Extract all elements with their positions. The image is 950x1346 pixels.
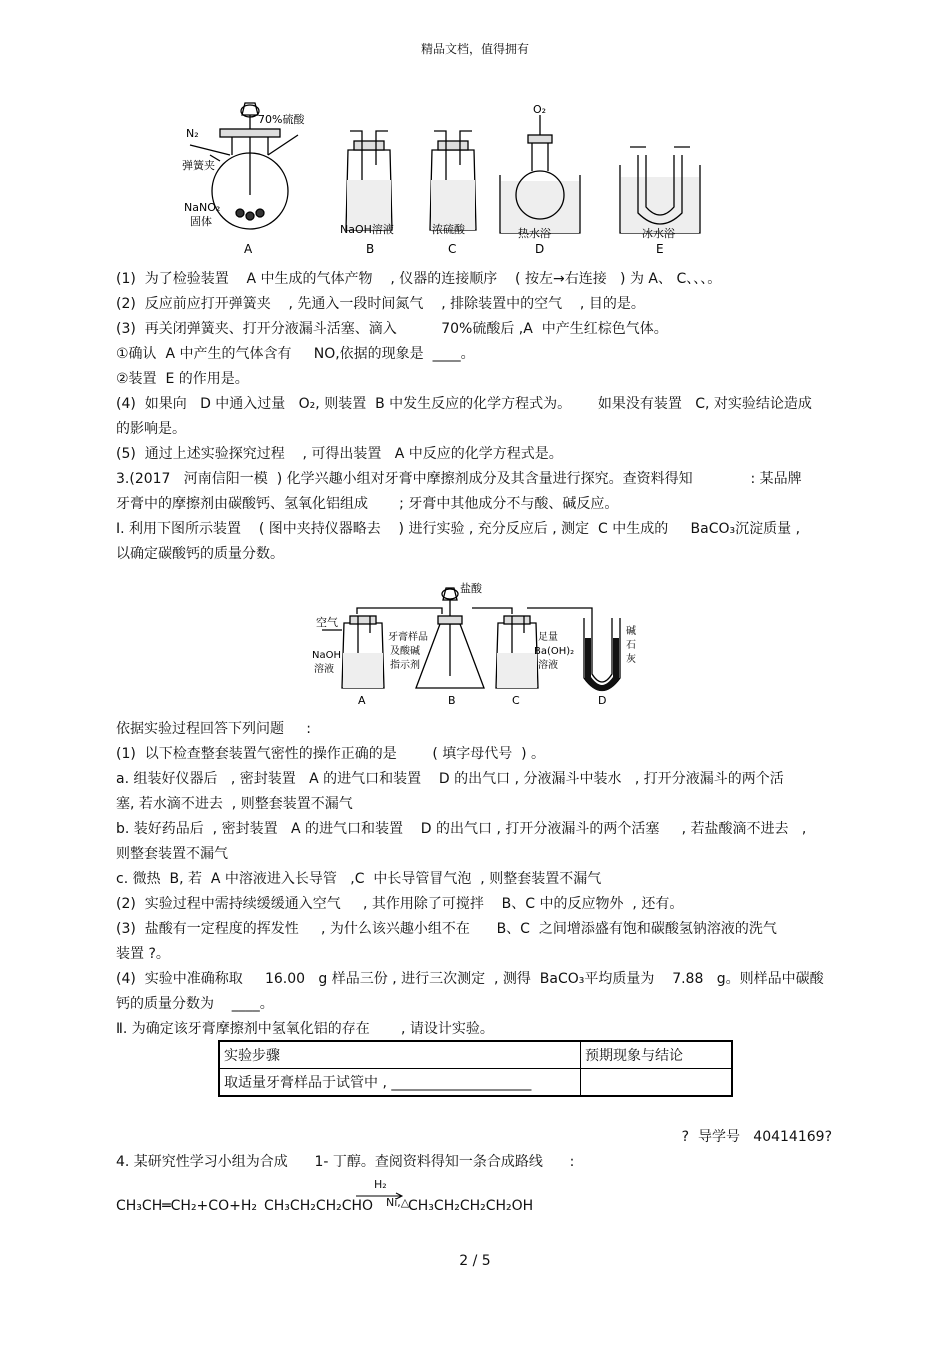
c-liquid-label: 浓硫酸 xyxy=(432,223,465,236)
text-line: Ⅰ. 利用下图所示装置 ( 图中夹持仪器略去 ) 进行实验 , 充分反应后 , 测定 C 中生成的 BaCO₃沉淀质量 , xyxy=(116,521,801,537)
letter-d: D xyxy=(535,242,545,256)
condition-bottom: Ni,△ xyxy=(386,1196,410,1209)
text-line: Ⅱ. 为确定该牙膏摩擦剂中氢氧化铝的存在 , 请设计实验。 xyxy=(116,1021,494,1037)
reaction-equation xyxy=(116,1178,736,1222)
text-line: (3) 盐酸有一定程度的挥发性 , 为什么该兴趣小组不在 B、C 之间增添盛有饱和碳酸氢钠溶液的洗气 xyxy=(116,921,777,937)
air-label: 空气 xyxy=(316,616,338,629)
table-header: 实验步骤 xyxy=(219,1041,581,1069)
table-header-row xyxy=(219,1041,732,1069)
letter-e: E xyxy=(656,242,664,256)
apparatus-figure-1 xyxy=(180,95,740,265)
page-header: 精品文档，值得拥有 xyxy=(420,42,529,56)
text-line: 的影响是。 xyxy=(116,421,186,437)
text-line: (5) 通过上述实验探究过程 , 可得出装置 A 中反应的化学方程式是。 xyxy=(116,446,563,462)
text-line: 3.(2017 河南信阳一模 ) 化学兴趣小组对牙膏中摩擦剂成分及其含量进行探究。查资料得知 : 某品牌 xyxy=(116,471,802,487)
b-liquid-label: NaOH溶液 xyxy=(340,223,394,236)
text-line: (1) 以下检查整套装置气密性的操作正确的是 ( 填字母代号 ) 。 xyxy=(116,746,546,762)
naoh-label-1: NaOH xyxy=(312,650,341,661)
text-line: 依据实验过程回答下列问题 : xyxy=(116,721,311,737)
text-line: (1) 为了检验装置 A 中生成的气体产物 , 仪器的连接顺序 ( 按左→右连接 ) 为 A、 C、、、。 xyxy=(116,271,722,287)
letter-c: C xyxy=(448,242,457,256)
text-line: c. 微热 B, 若 A 中溶液进入长导管 ,C 中长导管冒气泡 , 则整套装置不漏气 xyxy=(116,871,602,887)
reaction-arrow-icon xyxy=(356,1192,406,1200)
reaction-middle: CH₃CH₂CH₂CHO xyxy=(264,1198,374,1214)
page-number: 2 / 5 xyxy=(459,1253,491,1269)
text-line: 钙的质量分数为 ____。 xyxy=(116,996,274,1012)
text-line: 装置 ?。 xyxy=(116,946,170,962)
table-cell xyxy=(581,1069,733,1097)
text-line: 塞, 若水滴不进去 , 则整套装置不漏气 xyxy=(116,796,353,812)
n2-label: N₂ xyxy=(186,127,199,140)
acid-label-1: 70%硫酸 xyxy=(258,113,305,126)
text-line: 牙膏中的摩擦剂由碳酸钙、氢氧化铝组成 ; 牙膏中其他成分不与酸、碱反应。 xyxy=(116,496,619,512)
condition-top: H₂ xyxy=(374,1178,387,1191)
letter-d-2: D xyxy=(598,694,607,707)
e-liquid-label: 冰水浴 xyxy=(642,227,675,240)
text-line: (4) 如果向 D 中通入过量 O₂, 则装置 B 中发生反应的化学方程式为。 如果没有装置 C, 对实验结论造成 xyxy=(116,396,812,412)
acid-label-2: 盐酸 xyxy=(460,582,482,595)
experiment-table xyxy=(218,1040,733,1097)
solid-label-2: 固体 xyxy=(190,215,212,228)
solid-label-1: NaNO₂ xyxy=(184,201,221,214)
clip-label: 弹簧夹 xyxy=(182,159,215,172)
reaction-left: CH₃CH═CH₂+CO+H₂ xyxy=(116,1198,257,1214)
table-header: 预期现象与结论 xyxy=(581,1041,733,1069)
lime-label-3: 灰 xyxy=(626,654,636,665)
letter-a: A xyxy=(244,242,253,256)
letter-b-2: B xyxy=(448,694,456,707)
table-cell: 取适量牙膏样品于试管中 , ____________________ xyxy=(219,1069,581,1097)
lime-label-2: 石 xyxy=(626,640,636,651)
o2-label: O₂ xyxy=(533,103,547,116)
sample-label-2: 及酸碱 xyxy=(390,646,420,657)
text-line: (2) 实验过程中需持续缓缓通入空气 , 其作用除了可搅拌 B、C 中的反应物外 , 还有。 xyxy=(116,896,684,912)
sample-label-1: 牙膏样品 xyxy=(388,632,428,643)
naoh-label-2: 溶液 xyxy=(314,664,334,675)
text-line: (2) 反应前应打开弹簧夹 , 先通入一段时间氮气 , 排除装置中的空气 , 目的是。 xyxy=(116,296,645,312)
text-line: 以确定碳酸钙的质量分数。 xyxy=(116,546,284,562)
reference-number: ? 导学号 40414169? xyxy=(681,1129,832,1145)
lime-label-1: 碱 xyxy=(626,626,636,637)
apparatus-figure-2 xyxy=(312,578,642,713)
text-line: (4) 实验中准确称取 16.00 g 样品三份 , 进行三次测定 , 测得 BaCO₃平均质量为 7.88 g。则样品中碳酸 xyxy=(116,971,824,987)
letter-c-2: C xyxy=(512,694,520,707)
letter-a-2: A xyxy=(358,694,366,707)
d-liquid-label: 热水浴 xyxy=(518,227,551,240)
table-row xyxy=(219,1069,732,1097)
sample-label-3: 指示剂 xyxy=(390,660,420,671)
ba-label-3: 溶液 xyxy=(538,660,558,671)
text-line: b. 装好药品后 , 密封装置 A 的进气口和装置 D 的出气口 , 打开分液漏斗的两个活塞 , 若盐酸滴不进去 , xyxy=(116,821,807,837)
letter-b: B xyxy=(366,242,375,256)
text-line: ②装置 E 的作用是。 xyxy=(116,371,249,387)
ba-label-1: 足量 xyxy=(538,632,558,643)
ba-label-2: Ba(OH)₂ xyxy=(534,646,575,657)
reaction-right: CH₃CH₂CH₂CH₂OH xyxy=(408,1198,534,1214)
text-line: ①确认 A 中产生的气体含有 NO,依据的现象是 ____。 xyxy=(116,346,475,362)
text-line: 则整套装置不漏气 xyxy=(116,846,228,862)
question-4: 4. 某研究性学习小组为合成 1- 丁醇。查阅资料得知一条合成路线 : xyxy=(116,1154,575,1170)
text-line: a. 组装好仪器后 , 密封装置 A 的进气口和装置 D 的出气口 , 分液漏斗中装水 , 打开分液漏斗的两个活 xyxy=(116,771,784,787)
text-line: (3) 再关闭弹簧夹、打开分液漏斗活塞、滴入 70%硫酸后 ,A 中产生红棕色气体。 xyxy=(116,321,668,337)
